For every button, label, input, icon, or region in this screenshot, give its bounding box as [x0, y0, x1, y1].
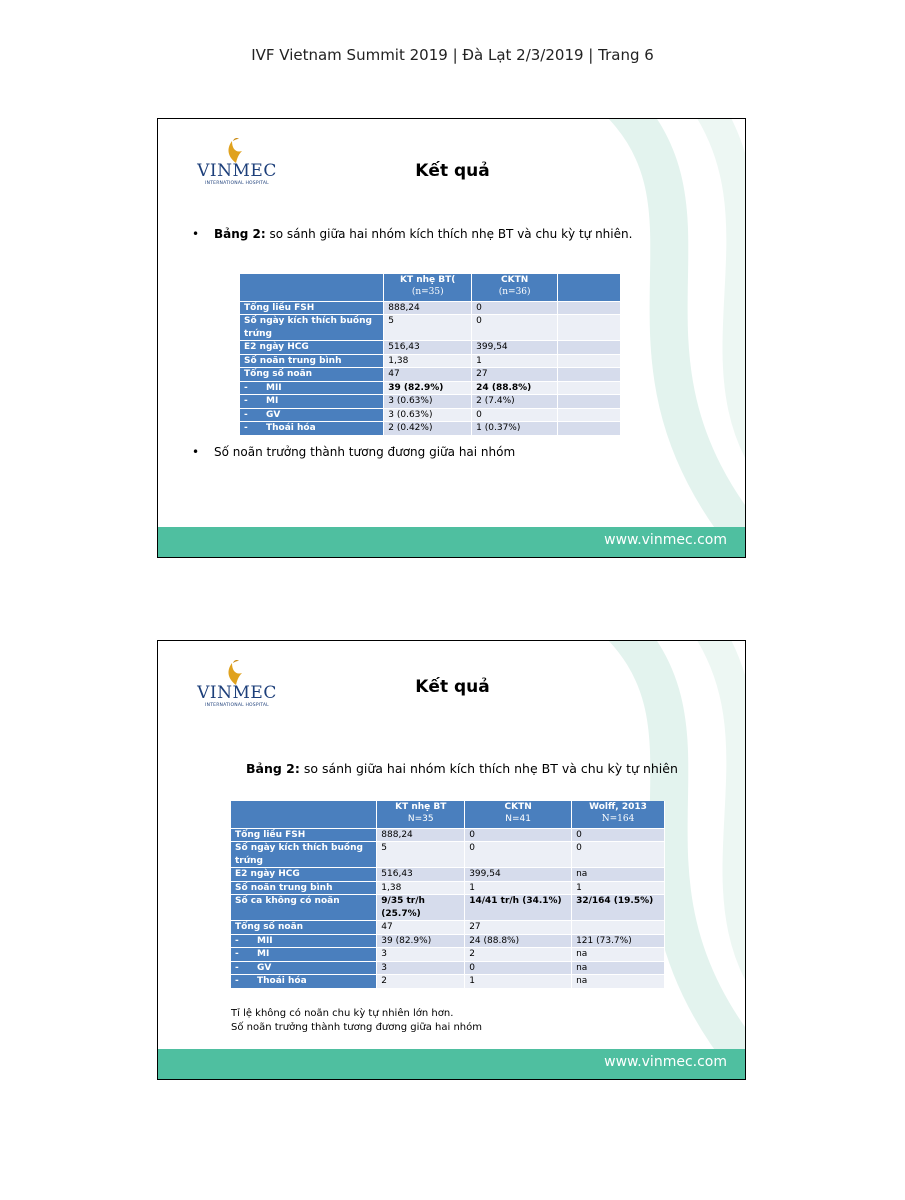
cell — [558, 341, 621, 355]
cell: na — [572, 975, 665, 989]
column-header: CKTN N=41 — [465, 801, 572, 828]
caption-bold: Bảng 2: — [214, 227, 266, 241]
cell: 1,38 — [384, 354, 472, 368]
row-label: - MI — [240, 395, 384, 409]
cell: 0 — [572, 828, 665, 842]
table-row — [240, 381, 621, 395]
table-row — [231, 895, 665, 921]
footer-bar — [158, 1049, 745, 1079]
cell — [572, 921, 665, 935]
row-label: - Thoái hóa — [231, 975, 377, 989]
cell: 888,24 — [384, 301, 472, 315]
row-label: Số ca không có noãn — [231, 895, 377, 921]
column-header: Wolff, 2013 N=164 — [572, 801, 665, 828]
table-row — [231, 881, 665, 895]
table-row — [231, 921, 665, 935]
cell: 24 (88.8%) — [465, 934, 572, 948]
cell: 9/35 tr/h (25.7%) — [377, 895, 465, 921]
bullet-conclusion — [192, 445, 515, 459]
cell — [558, 422, 621, 436]
cell: 516,43 — [377, 868, 465, 882]
cell: 2 (7.4%) — [472, 395, 558, 409]
cell: na — [572, 948, 665, 962]
cell: 5 — [384, 315, 472, 341]
cell: 2 — [465, 948, 572, 962]
column-header — [558, 274, 621, 301]
cell — [558, 395, 621, 409]
logo-name: VINMEC — [197, 683, 277, 703]
cell: 888,24 — [377, 828, 465, 842]
cell: 516,43 — [384, 341, 472, 355]
cell: 3 (0.63%) — [384, 395, 472, 409]
cell: 39 (82.9%) — [384, 381, 472, 395]
cell: 2 (0.42%) — [384, 422, 472, 436]
footer-bar — [158, 527, 745, 557]
slide-2 — [157, 640, 746, 1080]
bullet-dot: • — [192, 445, 200, 459]
column-header: CKTN (n=36) — [472, 274, 558, 301]
caption-text: so sánh giữa hai nhóm kích thích nhẹ BT và chu kỳ tự nhiên — [299, 761, 678, 776]
row-label: Số ngày kích thích buồng trứng — [231, 842, 377, 868]
comparison-table-2 — [231, 801, 665, 989]
row-label: Số ngày kích thích buồng trứng — [240, 315, 384, 341]
table-row — [240, 354, 621, 368]
cell: 0 — [472, 301, 558, 315]
slide-title: Kết quả — [415, 161, 490, 181]
table-row — [240, 395, 621, 409]
table-row — [240, 408, 621, 422]
note-line: Số noãn trưởng thành tương đương giữa hai nhóm — [231, 1022, 482, 1033]
table-row — [231, 948, 665, 962]
slide-notes — [231, 1007, 482, 1035]
row-label: - MII — [240, 381, 384, 395]
cell: 3 — [377, 948, 465, 962]
table-row — [240, 422, 621, 436]
cell: 1 — [465, 881, 572, 895]
row-label: Tổng liều FSH — [240, 301, 384, 315]
cell: 0 — [465, 842, 572, 868]
cell: na — [572, 961, 665, 975]
cell: 14/41 tr/h (34.1%) — [465, 895, 572, 921]
cell: 3 — [377, 961, 465, 975]
cell: 0 — [472, 315, 558, 341]
table-row — [240, 301, 621, 315]
column-header: KT nhẹ BT N=35 — [377, 801, 465, 828]
row-label: Số noãn trung bình — [231, 881, 377, 895]
cell — [558, 315, 621, 341]
cell: 39 (82.9%) — [377, 934, 465, 948]
table-row — [231, 868, 665, 882]
table-row — [231, 828, 665, 842]
cell: 3 (0.63%) — [384, 408, 472, 422]
cell: 0 — [472, 408, 558, 422]
table-row — [240, 315, 621, 341]
cell — [558, 354, 621, 368]
cell: 5 — [377, 842, 465, 868]
bullet-table-caption — [192, 227, 632, 241]
footer-url: www.vinmec.com — [604, 1054, 727, 1070]
conclusion-text: Số noãn trưởng thành tương đương giữa hai nhóm — [214, 445, 516, 459]
bullet-dot: • — [192, 227, 200, 241]
table-row — [231, 842, 665, 868]
table-row — [231, 961, 665, 975]
comparison-table-1 — [240, 274, 621, 436]
caption-text: so sánh giữa hai nhóm kích thích nhẹ BT và chu kỳ tự nhiên. — [265, 227, 633, 241]
cell: 1,38 — [377, 881, 465, 895]
cell: 399,54 — [465, 868, 572, 882]
cell: 27 — [465, 921, 572, 935]
slide-1 — [157, 118, 746, 558]
cell — [558, 381, 621, 395]
row-label: - GV — [240, 408, 384, 422]
cell: 121 (73.7%) — [572, 934, 665, 948]
cell: 1 — [572, 881, 665, 895]
row-label: E2 ngày HCG — [240, 341, 384, 355]
cell — [558, 301, 621, 315]
row-label: - GV — [231, 961, 377, 975]
header-empty — [240, 274, 384, 301]
footer-url: www.vinmec.com — [604, 532, 727, 548]
cell: 2 — [377, 975, 465, 989]
cell: 399,54 — [472, 341, 558, 355]
column-header: KT nhẹ BT( (n=35) — [384, 274, 472, 301]
header-empty — [231, 801, 377, 828]
cell: na — [572, 868, 665, 882]
table-row — [240, 368, 621, 382]
cell: 1 (0.37%) — [472, 422, 558, 436]
cell: 0 — [465, 961, 572, 975]
cell: 1 — [472, 354, 558, 368]
row-label: Tổng liều FSH — [231, 828, 377, 842]
cell — [558, 408, 621, 422]
cell: 27 — [472, 368, 558, 382]
table-row — [231, 934, 665, 948]
logo-subtitle: INTERNATIONAL HOSPITAL — [205, 703, 269, 708]
cell: 0 — [572, 842, 665, 868]
row-label: Số noãn trung bình — [240, 354, 384, 368]
note-line: Tỉ lệ không có noãn chu kỳ tự nhiên lớn hơn. — [231, 1008, 454, 1019]
row-label: Tổng số noãn — [240, 368, 384, 382]
row-label: - Thoái hóa — [240, 422, 384, 436]
row-label: - MII — [231, 934, 377, 948]
table-row — [240, 341, 621, 355]
cell: 47 — [384, 368, 472, 382]
cell — [558, 368, 621, 382]
cell: 1 — [465, 975, 572, 989]
cell: 32/164 (19.5%) — [572, 895, 665, 921]
logo-subtitle: INTERNATIONAL HOSPITAL — [205, 181, 269, 186]
table-row — [231, 975, 665, 989]
logo-name: VINMEC — [197, 161, 277, 181]
row-label: E2 ngày HCG — [231, 868, 377, 882]
page-header: IVF Vietnam Summit 2019 | Đà Lạt 2/3/2019 | Trang 6 — [251, 46, 654, 64]
table-caption — [246, 761, 678, 776]
cell: 24 (88.8%) — [472, 381, 558, 395]
slide-title: Kết quả — [415, 677, 490, 697]
caption-bold: Bảng 2: — [246, 761, 300, 776]
row-label: Tổng số noãn — [231, 921, 377, 935]
row-label: - MI — [231, 948, 377, 962]
cell: 0 — [465, 828, 572, 842]
cell: 47 — [377, 921, 465, 935]
